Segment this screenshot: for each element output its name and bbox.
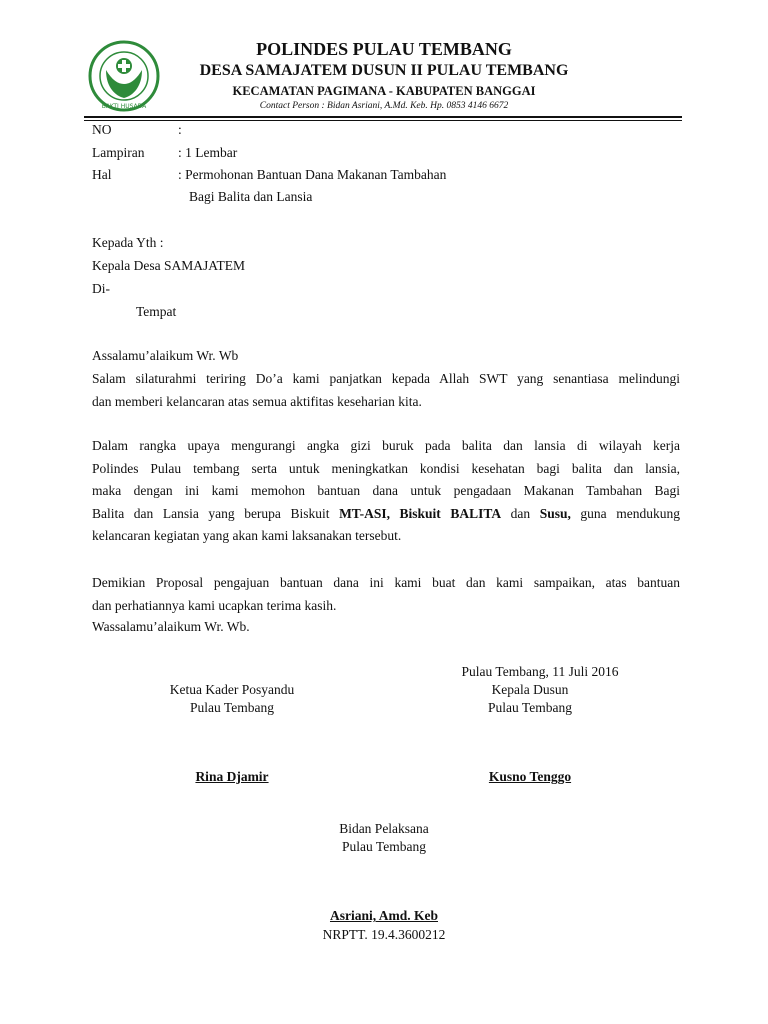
paragraph-line: Salam silaturahmi teriring Do’a kami panjatkan kepada Allah SWT yang senantiasa melindungi	[92, 371, 680, 386]
letterhead-subtitle: DESA SAMAJATEM DUSUN II PULAU TEMBANG	[199, 62, 569, 79]
left-signer-name: Rina Djamir	[195, 769, 269, 784]
recipient-line: Kepada Yth :	[92, 235, 164, 250]
recipient-line: Di-	[92, 281, 110, 296]
right-signer-name: Kusno Tenggo	[488, 769, 572, 784]
center-signer-name: Asriani, Amd. Keb	[329, 908, 438, 923]
greeting: Assalamu’alaikum Wr. Wb	[92, 348, 239, 363]
center-signer-place: Pulau Tembang	[342, 839, 426, 854]
paragraph-line: Balita dan Lansia yang berupa Biskuit MT-ASI, Biskuit BALITA dan Susu, guna mendukung	[92, 505, 680, 521]
closing: Wassalamu’alaikum Wr. Wb.	[92, 619, 250, 634]
paragraph-line: dan memberi kelancaran atas semua aktifitas keseharian kita.	[92, 393, 422, 409]
recipient-line: Kepala Desa SAMAJATEM	[92, 258, 245, 273]
header-divider-thin	[84, 120, 682, 121]
right-signer-role: Kepala Dusun	[491, 682, 569, 697]
right-signer-place: Pulau Tembang	[488, 700, 572, 715]
center-signer-id: NRPTT. 19.4.3600212	[322, 927, 446, 942]
no-value: :	[178, 122, 182, 137]
paragraph-line: Dalam rangka upaya mengurangi angka gizi buruk pada balita dan lansia di wilayah kerja	[92, 438, 680, 453]
hal-value: : Permohonan Bantuan Dana Makanan Tambahan	[178, 167, 447, 182]
product-highlight: Susu,	[539, 505, 571, 521]
paragraph-line: kelancaran kegiatan yang akan kami laksanakan tersebut.	[92, 528, 402, 543]
lampiran-value: : 1 Lembar	[178, 145, 238, 160]
logo-text: BAKTI HUSADA	[101, 103, 147, 110]
letterhead-district: KECAMATAN PAGIMANA - KABUPATEN BANGGAI	[232, 84, 536, 98]
lampiran-label: Lampiran	[92, 145, 145, 160]
paragraph-line: dan perhatiannya kami ucapkan terima kasih.	[92, 597, 337, 613]
place-date: Pulau Tembang, 11 Juli 2016	[461, 664, 619, 679]
product-highlight: MT-ASI, Biskuit BALITA	[339, 505, 502, 521]
letterhead-contact: Contact Person : Bidan Asriani, A.Md. Keb. Hp. 0853 4146 6672	[259, 101, 509, 111]
left-signer-role: Ketua Kader Posyandu	[169, 682, 295, 697]
paragraph-2	[92, 435, 680, 548]
hal-label: Hal	[92, 167, 112, 182]
recipient-line: Tempat	[136, 304, 177, 319]
paragraph-line: Polindes Pulau tembang serta untuk meningkatkan kondisi kesehatan bagi balita dan lansia,	[92, 460, 680, 476]
paragraph-1	[92, 368, 680, 413]
header-divider	[84, 116, 682, 118]
paragraph-line: maka dengan ini kami memohon bantuan dana untuk pengadaan Makanan Tambahan Bagi	[92, 483, 680, 498]
hal-value-continued: Bagi Balita dan Lansia	[189, 189, 313, 204]
letterhead-title: POLINDES PULAU TEMBANG	[256, 39, 512, 59]
no-label: NO	[92, 122, 112, 137]
paragraph-3	[92, 572, 680, 617]
paragraph-line: Demikian Proposal pengajuan bantuan dana ini kami buat dan kami sampaikan, atas bantuan	[92, 575, 680, 590]
center-signer-role: Bidan Pelaksana	[339, 821, 429, 836]
left-signer-place: Pulau Tembang	[190, 700, 274, 715]
